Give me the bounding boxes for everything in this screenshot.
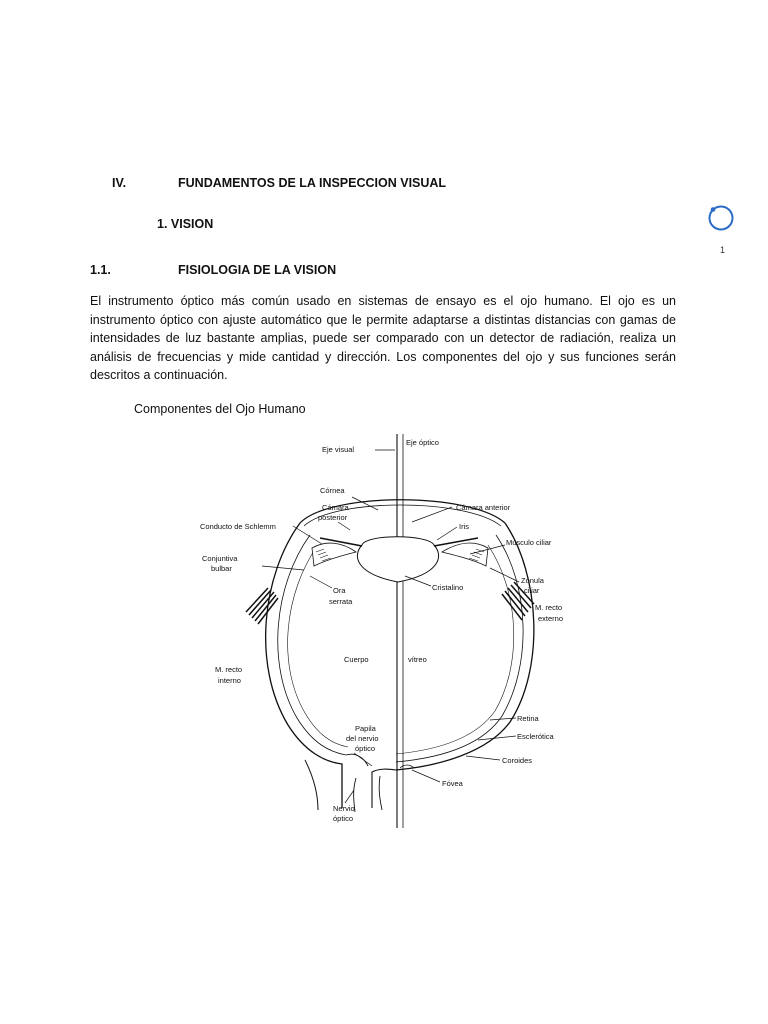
label-iris: Iris	[459, 522, 469, 531]
label-eje-visual: Eje visual	[322, 445, 355, 454]
label-nervio-2: óptico	[333, 814, 354, 823]
label-recto-interno-2: interno	[218, 676, 241, 685]
label-conjuntiva-1: Conjuntiva	[202, 554, 238, 563]
label-camara-posterior-1: Cámara	[322, 503, 349, 512]
label-coroides: Coroides	[502, 756, 533, 765]
label-retina: Retina	[517, 714, 539, 723]
label-recto-externo-2: externo	[538, 614, 564, 623]
label-ora-1: Ora	[333, 586, 346, 595]
label-camara-anterior: Cámara anterior	[456, 503, 511, 512]
label-eje-optico: Eje óptico	[406, 438, 439, 447]
page-number: 1	[720, 245, 726, 255]
label-nervio-1: Nervio	[333, 804, 355, 813]
label-camara-posterior-2: posterior	[318, 513, 348, 522]
eye-anatomy-diagram	[190, 430, 570, 830]
label-cristalino: Cristalino	[432, 583, 464, 592]
body-paragraph: El instrumento óptico más común usado en sistemas de ensayo es el ojo humano. El ojo es un instrumento óptico con ajuste automático que le permite adaptarse a distintas distancias con gamas de intensidades de luz bastante amplias, puede ser comparado con un detector de radiación, realiza un análisis de frecuencias y mide cantidad y dirección. Los componentes del ojo y sus funciones serán descritos a continuación.	[90, 294, 676, 382]
label-vitreo: vítreo	[408, 655, 427, 664]
label-recto-externo-1: M. recto	[535, 603, 563, 612]
label-esclerotica: Esclerótica	[517, 732, 554, 741]
label-recto-interno-1: M. recto	[215, 665, 243, 674]
subsubsection-title: FISIOLOGIA DE LA VISION	[178, 263, 337, 277]
label-musculo-ciliar: Músculo ciliar	[506, 538, 552, 547]
label-papila-3: óptico	[355, 744, 376, 753]
label-cornea: Córnea	[320, 486, 345, 495]
subsubsection-number: 1.1.	[90, 263, 111, 277]
figure-caption: Componentes del Ojo Humano	[134, 402, 306, 416]
label-conducto-schlemm: Conducto de Schlemm	[200, 522, 276, 531]
subsection-title: 1. VISION	[157, 217, 214, 231]
label-fovea: Fóvea	[442, 779, 463, 788]
label-papila-1: Papila	[355, 724, 376, 733]
label-cuerpo: Cuerpo	[344, 655, 369, 664]
label-zonula-1: Zónula	[521, 576, 544, 585]
comment-marker-icon[interactable]	[706, 203, 736, 233]
label-conjuntiva-2: bulbar	[211, 564, 232, 573]
label-ora-2: serrata	[329, 597, 353, 606]
section-number: IV.	[112, 176, 127, 190]
label-zonula-2: ciliar	[524, 586, 540, 595]
label-papila-2: del nervio	[346, 734, 379, 743]
section-title: FUNDAMENTOS DE LA INSPECCION VISUAL	[178, 176, 447, 190]
